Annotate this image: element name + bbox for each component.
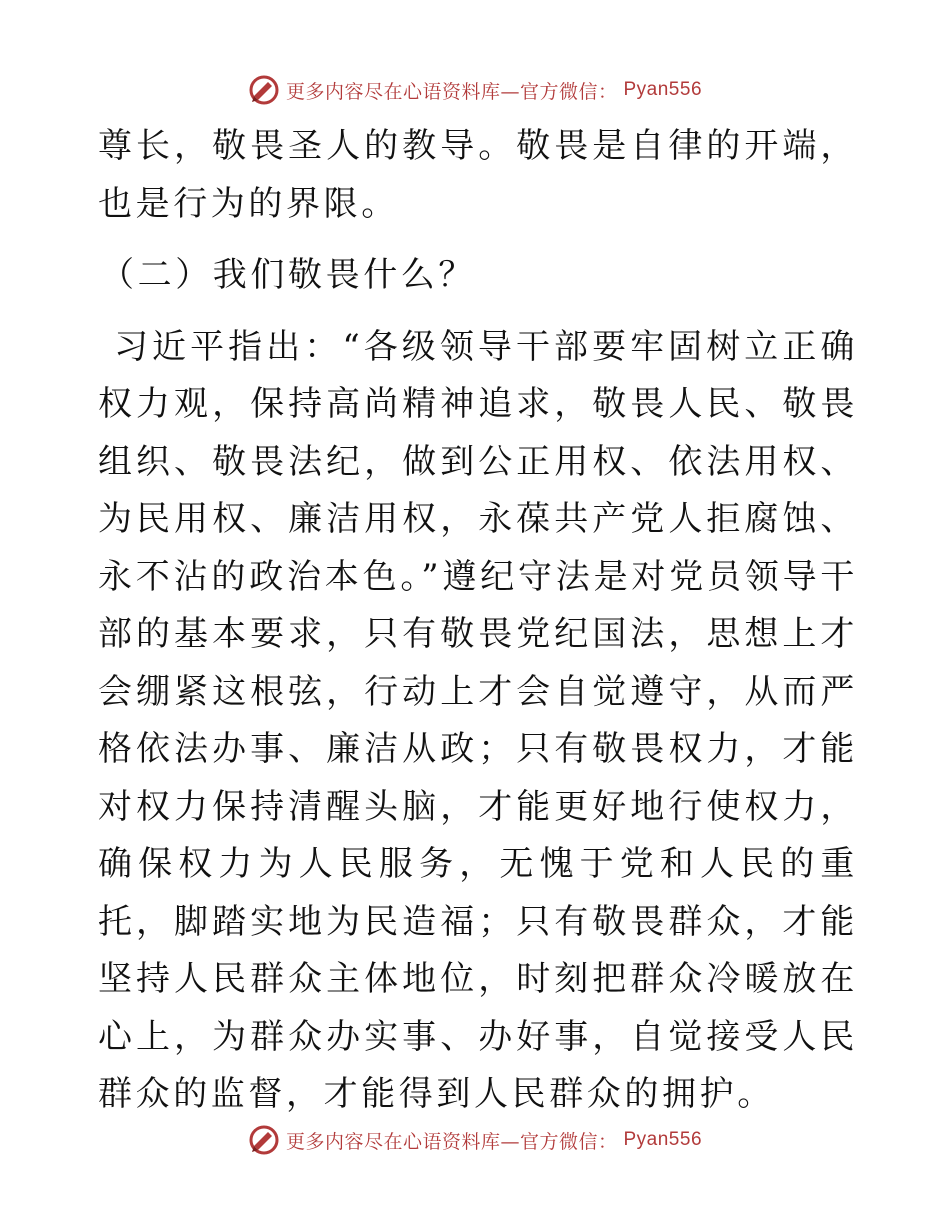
- footer-banner-text: 更多内容尽在心语资料库—官方微信：: [285, 1130, 618, 1153]
- document-body: [98, 118, 858, 1124]
- section-heading: （二）我们敬畏什么？: [100, 255, 476, 295]
- footer-banner: [0, 1120, 950, 1160]
- pen-circle-logo-icon: [248, 74, 280, 106]
- paragraph-1: 尊长，敬畏圣人的教导。敬畏是自律的开端，也是行为的界限。: [98, 126, 858, 224]
- pen-circle-logo-icon: [248, 1124, 280, 1156]
- header-banner: [0, 70, 950, 110]
- footer-banner-account: Pyan556: [623, 1129, 703, 1150]
- paragraph-2: 习近平指出：“各级领导干部要牢固树立正确权力观，保持高尚精神追求，敬畏人民、敬畏组织、敬畏法纪，做到公正用权、依法用权、为民用权、廉洁用权，永葆共产党人拒腐蚀、永不沾的政治本色。”遵纪守法是对党员领导干部的基本要求，只有敬畏党纪国法，思想上才会绷紧这根弦，行动上才会自觉遵守，从而严格依法办事、廉洁从政；只有敬畏权力，才能对权力保持清醒头脑，才能更好地行使权力，确保权力为人民服务，无愧于党和人民的重托，脚踏实地为民造福；只有敬畏群众，才能坚持人民群众主体地位，时刻把群众冷暖放在心上，为群众办实事、办好事，自觉接受人民群众的监督，才能得到人民群众的拥护。: [98, 326, 858, 1114]
- header-banner-text: 更多内容尽在心语资料库—官方微信：: [285, 80, 618, 103]
- header-banner-account: Pyan556: [623, 79, 703, 100]
